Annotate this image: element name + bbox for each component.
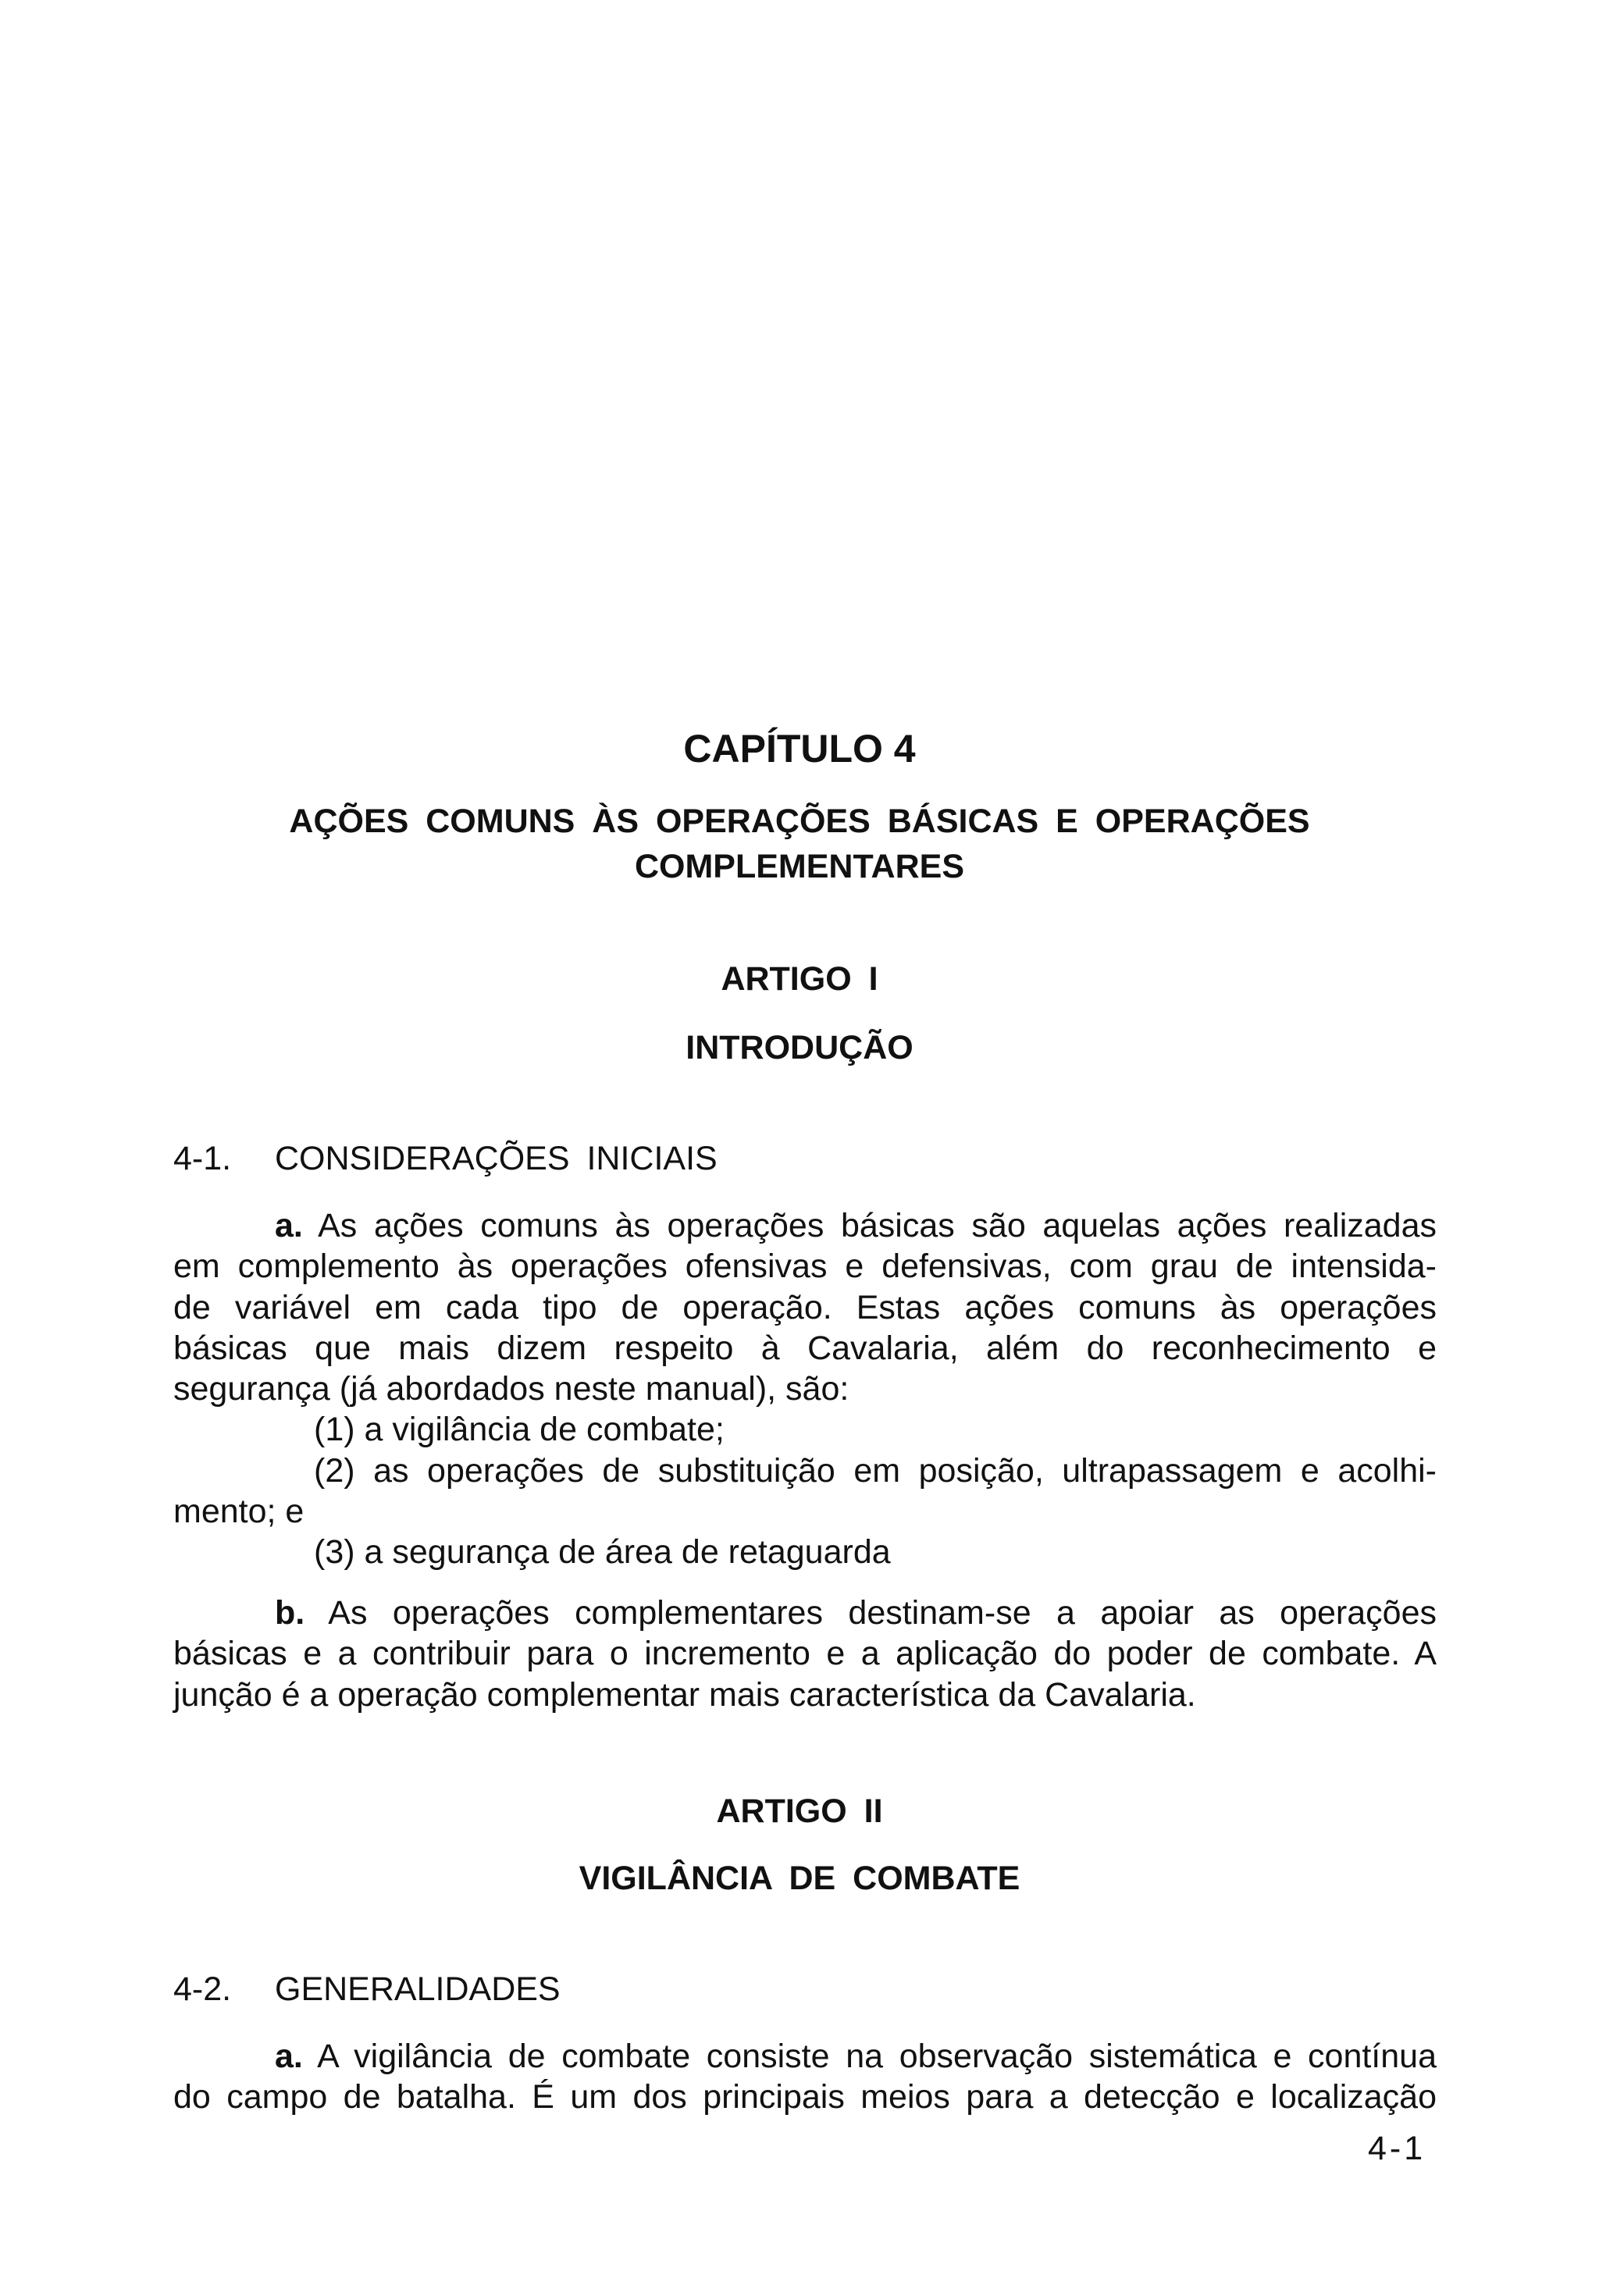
article-1-label: ARTIGO I bbox=[721, 960, 878, 998]
paragraph-b bbox=[173, 1593, 1437, 1715]
paragraph-line: b. As operações complementares destinam-se a apoiar as operações bbox=[275, 1594, 1437, 1632]
paragraph-line: junção é a operação complementar mais característica da Cavalaria. bbox=[173, 1675, 1196, 1714]
paragraph-line: de variável em cada tipo de operação. Estas ações comuns às operações bbox=[173, 1288, 1437, 1326]
paragraph-a bbox=[173, 1205, 1437, 1573]
section-title: GENERALIDADES bbox=[275, 1970, 561, 2008]
article-2-label: ARTIGO II bbox=[716, 1792, 883, 1830]
article-1-title: INTRODUÇÃO bbox=[686, 1029, 913, 1066]
paragraph-letter: a. bbox=[275, 1207, 303, 1244]
paragraph-line: básicas e a contribuir para o incremento e a aplicação do poder de combate. A bbox=[173, 1635, 1437, 1673]
list-item: (2) as operações de substituição em posição, ultrapassagem e acolhi- bbox=[314, 1451, 1437, 1490]
chapter-title-line1: AÇÕES COMUNS ÀS OPERAÇÕES BÁSICAS E OPERAÇÕES bbox=[289, 803, 1310, 840]
list-item-continuation: mento; e bbox=[173, 1493, 304, 1531]
paragraph-a-vigilancia bbox=[173, 2036, 1437, 2118]
paragraph-line: básicas que mais dizem respeito à Cavalaria, além do reconhecimento e bbox=[173, 1329, 1437, 1367]
section-number: 4-1. bbox=[173, 1140, 232, 1177]
paragraph-line: em complemento às operações ofensivas e defensivas, com grau de intensida- bbox=[173, 1248, 1437, 1286]
section-number: 4-2. bbox=[173, 1970, 232, 2008]
page-number: 4-1 bbox=[1368, 2130, 1426, 2167]
paragraph-line: do campo de batalha. É um dos principais meios para a detecção e localização bbox=[173, 2078, 1437, 2116]
chapter-title-line2: COMPLEMENTARES bbox=[634, 848, 965, 885]
section-4-2-heading bbox=[173, 1970, 561, 2009]
article-2-title: VIGILÂNCIA DE COMBATE bbox=[579, 1860, 1020, 1897]
list-item: (1) a vigilância de combate; bbox=[314, 1411, 725, 1449]
paragraph-letter: b. bbox=[275, 1594, 305, 1632]
chapter-label: CAPÍTULO 4 bbox=[683, 727, 916, 771]
paragraph-letter: a. bbox=[275, 2038, 303, 2075]
section-4-1-heading bbox=[173, 1140, 718, 1178]
section-title: CONSIDERAÇÕES INICIAIS bbox=[275, 1140, 718, 1177]
paragraph-line: a. As ações comuns às operações básicas são aquelas ações realizadas bbox=[275, 1207, 1437, 1244]
list-item: (3) a segurança de área de retaguarda bbox=[314, 1533, 891, 1572]
paragraph-line: segurança (já abordados neste manual), são: bbox=[173, 1370, 849, 1408]
paragraph-line: a. A vigilância de combate consiste na observação sistemática e contínua bbox=[275, 2038, 1437, 2075]
